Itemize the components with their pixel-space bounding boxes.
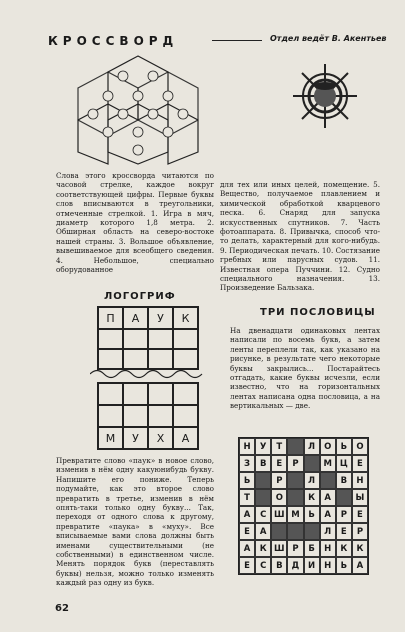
proverb-cell bbox=[336, 489, 352, 506]
logogrif-blank-cell bbox=[98, 329, 123, 349]
logogrif-blank-cell bbox=[123, 405, 148, 427]
proverb-cell: К bbox=[352, 540, 368, 557]
proverb-cell: Ц bbox=[336, 455, 352, 472]
proverb-cell: К bbox=[336, 540, 352, 557]
proverb-cell bbox=[304, 455, 320, 472]
logogrif-cell: А bbox=[123, 307, 148, 329]
logogrif-blank-cell bbox=[173, 383, 198, 405]
logogrif-cell: П bbox=[98, 307, 123, 329]
proverb-cell: А bbox=[320, 506, 336, 523]
proverb-cell: Ь bbox=[239, 472, 255, 489]
proverb-cell bbox=[271, 523, 287, 540]
proverb-cell bbox=[287, 489, 303, 506]
proverb-cell: Н bbox=[320, 557, 336, 574]
logogrif-blank-rows-bottom bbox=[97, 382, 199, 428]
proverb-cell: Л bbox=[320, 523, 336, 540]
logogrif-cell: У bbox=[148, 307, 173, 329]
proverb-cell bbox=[287, 438, 303, 455]
proverb-cell: О bbox=[271, 489, 287, 506]
proverb-cell: Ь bbox=[304, 506, 320, 523]
logogrif-blank-cell bbox=[123, 349, 148, 369]
logogrif-blank-cell bbox=[148, 349, 173, 369]
proverb-cell: В bbox=[255, 455, 271, 472]
proverb-cell: А bbox=[239, 540, 255, 557]
proverb-cell: М bbox=[287, 506, 303, 523]
proverb-cell: Н bbox=[239, 438, 255, 455]
proverb-cell bbox=[287, 523, 303, 540]
proverb-cell: Р bbox=[287, 540, 303, 557]
crossword-grid-illustration bbox=[68, 54, 208, 166]
proverb-cell: А bbox=[320, 489, 336, 506]
proverb-cell: Ь bbox=[336, 557, 352, 574]
logogrif-blank-cell bbox=[123, 383, 148, 405]
proverb-cell: У bbox=[255, 438, 271, 455]
logogrif-cell: К bbox=[173, 307, 198, 329]
logogrif-blank-cell bbox=[98, 405, 123, 427]
section-editor: Отдел ведёт В. Акентьев bbox=[270, 34, 387, 43]
logogrif-blank-cell bbox=[148, 383, 173, 405]
proverb-cell: Р bbox=[352, 523, 368, 540]
proverb-cell: Ш bbox=[271, 540, 287, 557]
proverb-cell: К bbox=[255, 540, 271, 557]
proverb-cell: Е bbox=[352, 506, 368, 523]
proverb-cell: Ь bbox=[336, 438, 352, 455]
crossword-instructions-continued: для тех или иных целей, помещение. 5. Вещество, получаемое плавлением и химической обработкой кварцевого песка. 6. Снаряд для запуска искусственных спутников. 7. Часть фотоаппарата. 8. Привычка, способ что-то делать, характерный для кого-нибудь. 9. Периодическая печать. 10. Состязание гребных или парусных судов. 11. Известная опера Пуччини. 12. Судно специального назначения. 13. Произведение Бальзака. bbox=[220, 180, 380, 293]
proverb-cell: А bbox=[352, 557, 368, 574]
proverb-cell: В bbox=[336, 472, 352, 489]
proverb-cell: А bbox=[239, 506, 255, 523]
crossword-instructions: Слова этого кроссворда читаются по часовой стрелке, каждое вокруг соответствующей цифры. Первые буквы слов вписываются в треугольники, отмеченные стрелкой. 1. Игра в мяч, диаметр которого 1,8 метра. 2. Обширная область на северо-востоке нашей страны. 3. Вольшое объявление, вывешиваемое для всеобщего сведения. 4. Небольшое, специально оборудованное bbox=[56, 171, 214, 275]
proverb-cell: Р bbox=[336, 506, 352, 523]
proverb-cell: Н bbox=[352, 472, 368, 489]
proverb-cell: В bbox=[271, 557, 287, 574]
proverb-cell: Т bbox=[239, 489, 255, 506]
proverb-cell: Н bbox=[320, 540, 336, 557]
proverbs-woven-grid bbox=[238, 437, 369, 575]
ship-wheel-illustration bbox=[290, 60, 360, 132]
proverbs-title: ТРИ ПОСЛОВИЦЫ bbox=[260, 307, 376, 318]
wavy-break bbox=[90, 367, 204, 381]
logogrif-blank-cell bbox=[173, 329, 198, 349]
proverb-cell: Е bbox=[239, 523, 255, 540]
proverb-cell: С bbox=[255, 506, 271, 523]
proverb-cell: Ы bbox=[352, 489, 368, 506]
proverb-cell bbox=[304, 523, 320, 540]
proverb-cell bbox=[255, 472, 271, 489]
proverb-cell: К bbox=[304, 489, 320, 506]
proverb-cell: Д bbox=[287, 557, 303, 574]
proverb-cell bbox=[287, 472, 303, 489]
proverb-cell: Е bbox=[271, 455, 287, 472]
proverb-cell: М bbox=[320, 455, 336, 472]
proverb-cell: Т bbox=[271, 438, 287, 455]
logogrif-blank-cell bbox=[98, 349, 123, 369]
logogrif-blank-cell bbox=[148, 405, 173, 427]
logogrif-blank-cell bbox=[148, 329, 173, 349]
proverb-cell: И bbox=[304, 557, 320, 574]
logogrif-instructions: Превратите слово «паук» в новое слово, изменив в нём одну какуюнибудь букву. Напишите его пониже. Теперь подумайте, как это второе слово превратить в третье, изменив в нём опять-таки только одну букву... Так, переходя от одного слова к другому, превратите «паука» в «муху». Все вписываемые вами слова должны быть именами существительными (не собственными) в единственном числе. Менять порядок букв (переставлять буквы) нельзя, можно только изменять каждый раз одну из букв. bbox=[56, 456, 214, 588]
logogrif-cell: Х bbox=[148, 427, 173, 449]
logogrif-cell: У bbox=[123, 427, 148, 449]
logogrif-top-word bbox=[97, 306, 199, 330]
logogrif-cell: А bbox=[173, 427, 198, 449]
proverb-cell: Л bbox=[304, 438, 320, 455]
logogrif-title: ЛОГОГРИФ bbox=[104, 291, 176, 302]
logogrif-bottom-word bbox=[97, 426, 199, 450]
logogrif-cell: М bbox=[98, 427, 123, 449]
proverb-cell: Е bbox=[336, 523, 352, 540]
proverb-cell bbox=[255, 489, 271, 506]
proverb-cell: О bbox=[320, 438, 336, 455]
header-rule bbox=[212, 40, 262, 41]
proverb-cell: Ш bbox=[271, 506, 287, 523]
logogrif-blank-cell bbox=[173, 349, 198, 369]
page-title: КРОССВОРД bbox=[48, 34, 179, 48]
proverb-cell: Б bbox=[304, 540, 320, 557]
logogrif-blank-rows bbox=[97, 328, 199, 370]
proverb-cell bbox=[320, 472, 336, 489]
proverb-cell: Е bbox=[239, 557, 255, 574]
proverb-cell: З bbox=[239, 455, 255, 472]
page-number: 62 bbox=[55, 603, 69, 614]
logogrif-blank-cell bbox=[173, 405, 198, 427]
proverb-cell: Е bbox=[352, 455, 368, 472]
logogrif-blank-cell bbox=[123, 329, 148, 349]
proverb-cell: Р bbox=[287, 455, 303, 472]
proverb-cell: Р bbox=[271, 472, 287, 489]
proverbs-instructions: На двенадцати одинаковых лентах написали по восемь букв, а затем ленты переплели так, как указано на рисунке, в результате чего некоторые буквы закрылись... Постарайтесь отгадать, какие буквы исчезли, если известно, что на горизонтальных лентах написана одна пословица, а на вертикальных — две. bbox=[230, 326, 380, 411]
logogrif-blank-cell bbox=[98, 383, 123, 405]
proverb-cell: О bbox=[352, 438, 368, 455]
proverb-cell: А bbox=[255, 523, 271, 540]
proverb-cell: Л bbox=[304, 472, 320, 489]
proverb-cell: С bbox=[255, 557, 271, 574]
